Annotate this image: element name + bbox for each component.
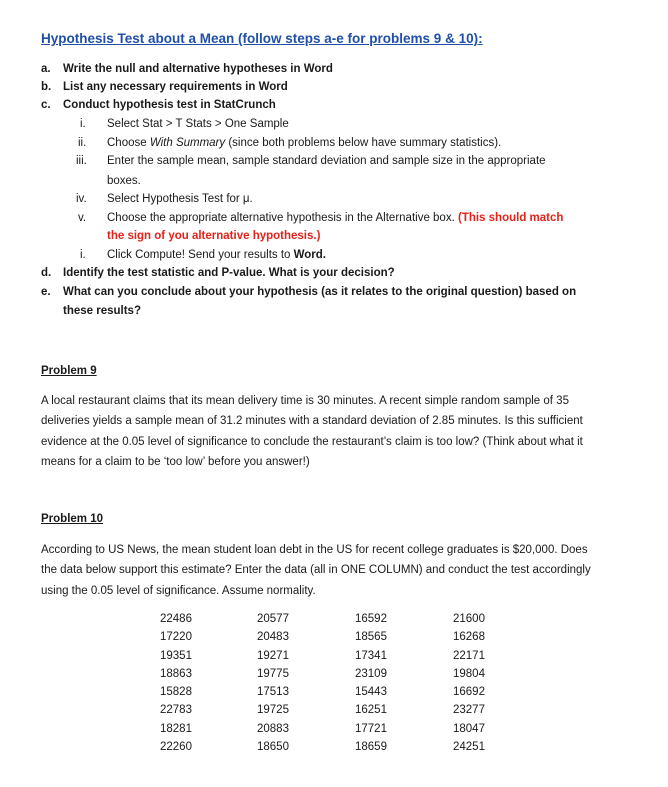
data-cell: 19725 bbox=[257, 704, 289, 717]
data-column-1 bbox=[160, 610, 192, 756]
data-cell: 16268 bbox=[453, 631, 485, 644]
step-e-line2: these results? bbox=[63, 305, 141, 317]
data-column-2 bbox=[257, 610, 289, 756]
data-cell: 15828 bbox=[160, 686, 192, 699]
data-cell: 19271 bbox=[257, 649, 289, 662]
substep-v-text: Choose the appropriate alternative hypothesis in the Alternative box. bbox=[107, 212, 458, 224]
substep-iv-text: Select Hypothesis Test for μ. bbox=[107, 193, 253, 205]
step-a-text: Write the null and alternative hypotheses in Word bbox=[63, 63, 333, 75]
substep-vi-pre: Click Compute! Send your results to bbox=[107, 249, 294, 261]
substep-i-text: Select Stat > T Stats > One Sample bbox=[107, 118, 289, 130]
data-cell: 21600 bbox=[453, 613, 485, 625]
data-cell: 18565 bbox=[355, 631, 387, 644]
data-cell: 20483 bbox=[257, 631, 289, 644]
substep-i-marker: i. bbox=[80, 118, 86, 130]
substep-ii-pre: Choose bbox=[107, 137, 150, 149]
data-cell: 22486 bbox=[160, 613, 192, 625]
substep-ii-text bbox=[107, 137, 501, 149]
substep-iii-marker: iii. bbox=[76, 155, 87, 167]
substep-ii-em: With Summary bbox=[149, 137, 226, 149]
data-cell: 18047 bbox=[453, 722, 485, 735]
substep-iii-line1: Enter the sample mean, sample standard deviation and sample size in the appropriate bbox=[107, 155, 546, 167]
problem10-text: According to US News, the mean student loan debt in the US for recent college graduates is $20,000. Does the data below support this estimate? Enter the data (all in ONE COLUMN) and conduct the test accordingly using the 0.05 level of significance. Assume normality. bbox=[41, 544, 591, 597]
data-cell: 20577 bbox=[257, 613, 289, 625]
problem9-text: A local restaurant claims that its mean delivery time is 30 minutes. A recent simple random sample of 35 deliveries yields a sample mean of 31.2 minutes with a standard deviation of 2.85 minutes. Is this sufficient evidence at the 0.05 level of significance to conclude the restaurant’s claim is too low? (Think about what it means for a claim to be ‘too low’ before you answer!) bbox=[41, 395, 583, 468]
step-a-marker: a. bbox=[41, 63, 51, 75]
step-e-marker: e. bbox=[41, 286, 51, 298]
step-d-text: Identify the test statistic and P-value. What is your decision? bbox=[63, 267, 395, 279]
data-column-4 bbox=[453, 610, 485, 756]
step-b-text: List any necessary requirements in Word bbox=[63, 81, 288, 93]
problem10-heading: Problem 10 bbox=[41, 513, 103, 525]
data-cell: 17513 bbox=[257, 686, 289, 699]
data-cell: 22171 bbox=[453, 649, 485, 662]
data-cell: 19775 bbox=[257, 667, 289, 680]
step-e-line1: What can you conclude about your hypothesis (as it relates to the original question) based on bbox=[63, 286, 577, 298]
data-cell: 18863 bbox=[160, 667, 192, 680]
data-cell: 24251 bbox=[453, 741, 485, 754]
data-column-3 bbox=[355, 610, 387, 756]
data-cell: 19804 bbox=[453, 667, 485, 680]
step-e bbox=[41, 286, 577, 298]
substep-ii-marker: ii. bbox=[78, 137, 87, 149]
data-cell: 15443 bbox=[355, 686, 387, 699]
substep-vi-text bbox=[107, 249, 326, 261]
data-cell: 23277 bbox=[453, 704, 485, 717]
step-c bbox=[41, 99, 276, 111]
problem9-heading: Problem 9 bbox=[41, 365, 97, 377]
substep-v-red2: the sign of you alternative hypothesis.) bbox=[107, 230, 321, 242]
data-cell: 18659 bbox=[355, 741, 387, 754]
data-cell: 22260 bbox=[160, 741, 192, 754]
step-c-text: Conduct hypothesis test in StatCrunch bbox=[63, 99, 276, 111]
step-c-marker: c. bbox=[41, 99, 51, 111]
substep-iv-marker: iv. bbox=[76, 193, 87, 205]
substep-ii-post: (since both problems below have summary statistics). bbox=[225, 137, 502, 149]
data-cell: 16692 bbox=[453, 686, 485, 699]
step-d bbox=[41, 267, 395, 279]
substep-v-line1 bbox=[107, 212, 563, 224]
data-cell: 16251 bbox=[355, 704, 387, 717]
substep-vi-bold: Word. bbox=[293, 249, 327, 261]
data-cell: 17341 bbox=[355, 649, 387, 662]
substep-v-red1: (This should match bbox=[457, 212, 564, 224]
data-cell: 20883 bbox=[257, 722, 289, 735]
substep-vi-marker: i. bbox=[80, 249, 86, 261]
step-b-marker: b. bbox=[41, 81, 52, 93]
step-a bbox=[41, 63, 333, 75]
data-cell: 22783 bbox=[160, 704, 192, 717]
step-b bbox=[41, 81, 288, 93]
data-cell: 17721 bbox=[355, 722, 387, 735]
data-cell: 19351 bbox=[160, 649, 192, 662]
data-cell: 18650 bbox=[257, 741, 289, 754]
data-cell: 23109 bbox=[355, 667, 387, 680]
substep-v-marker: v. bbox=[78, 212, 87, 224]
data-cell: 16592 bbox=[355, 613, 387, 625]
data-cell: 17220 bbox=[160, 631, 192, 644]
step-d-marker: d. bbox=[41, 267, 52, 279]
page-title: Hypothesis Test about a Mean (follow steps a-e for problems 9 & 10): bbox=[41, 31, 483, 46]
data-cell: 18281 bbox=[160, 722, 192, 735]
substep-iii-line2: boxes. bbox=[107, 175, 141, 187]
